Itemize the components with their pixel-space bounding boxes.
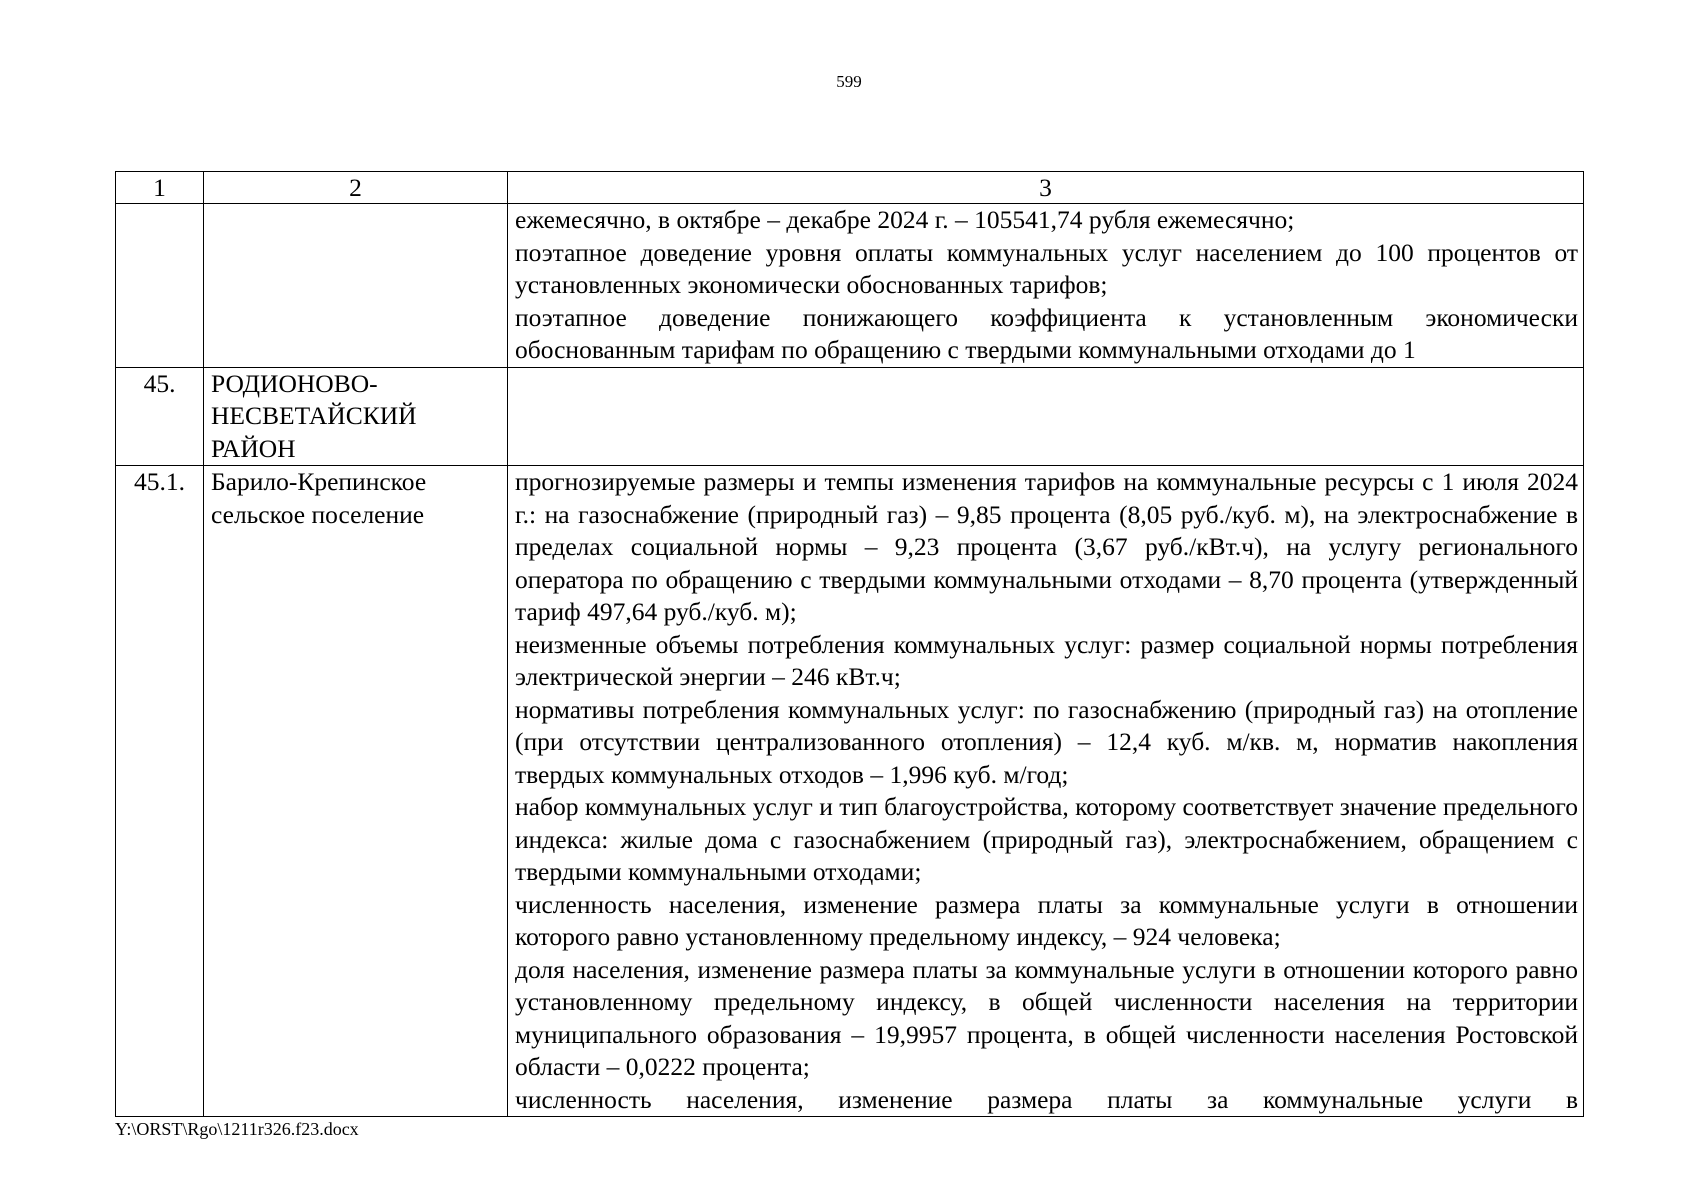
row-content bbox=[508, 204, 1584, 368]
page-number: 599 bbox=[836, 72, 862, 91]
row-name: Барило-Крепинское сельское поселение bbox=[204, 466, 508, 1117]
row-name bbox=[204, 204, 508, 368]
column-header-3: 3 bbox=[508, 172, 1584, 204]
row-content bbox=[508, 466, 1584, 1117]
content-paragraph: ежемесячно, в октябре – декабре 2024 г. – 105541,74 рубля ежемесячно; bbox=[515, 205, 1295, 234]
table-row bbox=[116, 466, 1584, 1117]
row-content bbox=[508, 367, 1584, 466]
district-name: РОДИОНОВО-НЕСВЕТАЙСКИЙ РАЙОН bbox=[211, 368, 417, 463]
content-paragraph: численность населения, изменение размера платы за коммунальные услуги в отношении которого равно установленному предельному индексу, – 924 человека; bbox=[515, 889, 1578, 951]
table-header-row bbox=[116, 172, 1584, 204]
document-table bbox=[115, 171, 1584, 1117]
row-number: 45. bbox=[116, 367, 204, 466]
content-paragraph: прогнозируемые размеры и темпы изменения тарифов на коммунальные ресурсы с 1 июля 2024 г.: на газоснабжение (природный газ) – 9,85 процента (8,05 руб./куб. м), на электроснабжение в пределах социальной нормы – 9,23 процента (3,67 руб./кВт.ч), на услугу регионального оператора по обращению с твердыми коммунальными отходами – 8,70 процента (утвержденный тариф 497,64 руб./куб. м); bbox=[515, 467, 1578, 626]
row-number bbox=[116, 204, 204, 368]
footer-file-path: Y:\ORST\Rgo\1211r326.f23.docx bbox=[115, 1119, 359, 1139]
content-paragraph: неизменные объемы потребления коммунальных услуг: размер социальной нормы потребления электрической энергии – 246 кВт.ч; bbox=[515, 629, 1578, 691]
table-row bbox=[116, 204, 1584, 368]
column-header-1: 1 bbox=[116, 172, 204, 204]
content-paragraph: доля населения, изменение размера платы за коммунальные услуги в отношении которого равно установленному предельному индексу, в общей численности населения на территории муниципального образования – 19,9957 процента, в общей численности населения Ростовской области – 0,0222 процента; bbox=[515, 954, 1578, 1081]
row-number: 45.1. bbox=[116, 466, 204, 1117]
content-paragraph: численность населения, изменение размера платы за коммунальные услуги в bbox=[515, 1084, 1578, 1114]
content-paragraph: нормативы потребления коммунальных услуг: по газоснабжению (природный газ) на отопление (при отсутствии централизованного отопления) – 12,4 куб. м/кв. м, норматив накопления твердых коммунальных отходов – 1,996 куб. м/год; bbox=[515, 694, 1578, 789]
content-paragraph: набор коммунальных услуг и тип благоустройства, которому соответствует значение предельного индекса: жилые дома с газоснабжением (природный газ), электроснабжением, обращением с твердыми коммунальными отходами; bbox=[515, 792, 1578, 886]
column-header-2: 2 bbox=[204, 172, 508, 204]
table-row bbox=[116, 367, 1584, 466]
content-paragraph: поэтапное доведение уровня оплаты коммунальных услуг населением до 100 процентов от установленных экономически обоснованных тарифов; bbox=[515, 237, 1578, 299]
row-name bbox=[204, 367, 508, 466]
content-paragraph: поэтапное доведение понижающего коэффициента к установленным экономически обоснованным тарифам по обращению с твердыми коммунальными отходами до 1 bbox=[515, 302, 1578, 364]
